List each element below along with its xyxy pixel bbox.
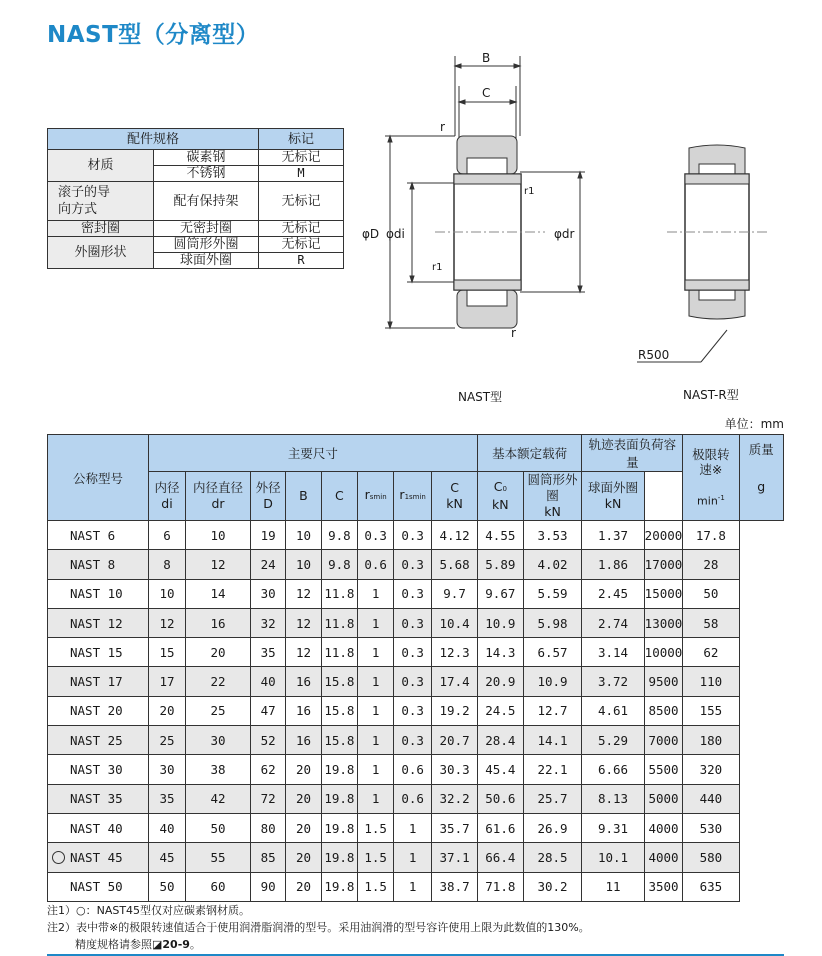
table-row <box>48 843 784 872</box>
cell-sph: 9.31 <box>582 813 644 842</box>
cell-sph: 2.45 <box>582 579 644 608</box>
cell-model: NAST 12 <box>48 608 149 637</box>
cell-dr: 50 <box>186 813 251 842</box>
th-mass: 质量 g <box>739 435 783 521</box>
cell-model: NAST 10 <box>48 579 149 608</box>
cell-C0: 5.89 <box>477 550 523 579</box>
cell-mass: 635 <box>683 872 739 901</box>
cell-speed: 10000 <box>644 638 683 667</box>
cell-cyl: 25.7 <box>523 784 582 813</box>
cell-B: 10 <box>286 521 321 550</box>
cell-dr: 30 <box>186 726 251 755</box>
cell-C: 15.8 <box>321 726 358 755</box>
cell-C0: 71.8 <box>477 872 523 901</box>
cell-model: NAST 35 <box>48 784 149 813</box>
cell-B: 20 <box>286 843 321 872</box>
cell-C: 19.8 <box>321 843 358 872</box>
table-row <box>48 784 784 813</box>
th-dr: 内径直径 dr <box>186 472 251 521</box>
table-row <box>48 550 784 579</box>
cell-model: NAST 20 <box>48 696 149 725</box>
seal-mark: 无标记 <box>259 221 344 237</box>
outer-sph-mark: R <box>259 253 344 269</box>
table-row <box>48 872 784 901</box>
cell-Cd: 38.7 <box>432 872 478 901</box>
cell-C0: 50.6 <box>477 784 523 813</box>
cell-speed: 15000 <box>644 579 683 608</box>
cell-sph: 11 <box>582 872 644 901</box>
cell-C: 19.8 <box>321 813 358 842</box>
bearing-diagram <box>355 46 795 366</box>
cell-C: 15.8 <box>321 696 358 725</box>
cell-sph: 6.66 <box>582 755 644 784</box>
outer-label: 外圈形状 <box>48 237 154 269</box>
cell-B: 20 <box>286 784 321 813</box>
table-row <box>48 813 784 842</box>
note-1: 注1）○：NAST45型仅对应碳素钢材质。 <box>47 904 251 917</box>
cell-C0: 10.9 <box>477 608 523 637</box>
table-row <box>48 667 784 696</box>
seal-value: 无密封圈 <box>154 221 259 237</box>
label-C: C <box>482 86 491 100</box>
cell-B: 16 <box>286 726 321 755</box>
cell-r: 1 <box>358 638 394 667</box>
cell-sph: 1.37 <box>582 521 644 550</box>
material-stainless: 不锈钢 <box>154 166 259 182</box>
cell-sph: 5.29 <box>582 726 644 755</box>
cell-mass: 155 <box>683 696 739 725</box>
cell-di: 25 <box>148 726 185 755</box>
cell-Cd: 35.7 <box>432 813 478 842</box>
cell-D: 80 <box>250 813 285 842</box>
cell-D: 30 <box>250 579 285 608</box>
cell-di: 20 <box>148 696 185 725</box>
label-r1-bottom: r1 <box>432 262 443 273</box>
spec-header-mark: 标记 <box>259 129 344 150</box>
cell-model: NAST 6 <box>48 521 149 550</box>
cell-Cd: 30.3 <box>432 755 478 784</box>
cell-C: 9.8 <box>321 550 358 579</box>
cell-speed: 4000 <box>644 813 683 842</box>
cell-r1: 0.3 <box>394 638 432 667</box>
cell-D: 85 <box>250 843 285 872</box>
cell-B: 20 <box>286 872 321 901</box>
cell-mass: 62 <box>683 638 739 667</box>
cell-cyl: 5.59 <box>523 579 582 608</box>
cell-speed: 13000 <box>644 608 683 637</box>
outer-cyl-mark: 无标记 <box>259 237 344 253</box>
cell-sph: 4.61 <box>582 696 644 725</box>
cell-r: 1 <box>358 608 394 637</box>
cell-speed: 4000 <box>644 843 683 872</box>
th-B: B <box>286 472 321 521</box>
cell-D: 47 <box>250 696 285 725</box>
note-3: 精度规格请参照◪20-9。 <box>75 938 201 951</box>
cell-cyl: 6.57 <box>523 638 582 667</box>
cell-sph: 3.14 <box>582 638 644 667</box>
cell-cyl: 22.1 <box>523 755 582 784</box>
cell-di: 40 <box>148 813 185 842</box>
cell-di: 6 <box>148 521 185 550</box>
cell-mass: 17.8 <box>683 521 739 550</box>
cell-speed: 8500 <box>644 696 683 725</box>
cell-sph: 3.72 <box>582 667 644 696</box>
material-carbon-mark: 无标记 <box>259 150 344 166</box>
cell-r: 1 <box>358 726 394 755</box>
material-carbon: 碳素钢 <box>154 150 259 166</box>
cell-r: 0.3 <box>358 521 394 550</box>
cell-D: 24 <box>250 550 285 579</box>
cell-model: NAST 25 <box>48 726 149 755</box>
cell-B: 20 <box>286 813 321 842</box>
cell-Cd: 20.7 <box>432 726 478 755</box>
cell-di: 12 <box>148 608 185 637</box>
cell-cyl: 12.7 <box>523 696 582 725</box>
cell-model: NAST 30 <box>48 755 149 784</box>
cell-D: 62 <box>250 755 285 784</box>
cell-r1: 0.3 <box>394 521 432 550</box>
cell-di: 10 <box>148 579 185 608</box>
cell-model: NAST 45 <box>48 843 149 872</box>
table-row <box>48 755 784 784</box>
cell-r: 1 <box>358 784 394 813</box>
cell-model: NAST 15 <box>48 638 149 667</box>
cell-C0: 14.3 <box>477 638 523 667</box>
roller-value: 配有保持架 <box>154 182 259 221</box>
cell-mass: 58 <box>683 608 739 637</box>
label-r1-top: r1 <box>524 186 535 197</box>
material-stainless-mark: M <box>259 166 344 182</box>
cell-speed: 17000 <box>644 550 683 579</box>
cell-D: 90 <box>250 872 285 901</box>
th-cyl: 圆筒形外圈 kN <box>523 472 582 521</box>
cell-r: 1.5 <box>358 872 394 901</box>
cell-dr: 20 <box>186 638 251 667</box>
cell-cyl: 26.9 <box>523 813 582 842</box>
cell-speed: 3500 <box>644 872 683 901</box>
unit-label: 单位：mm <box>724 417 784 431</box>
cell-model: NAST 40 <box>48 813 149 842</box>
cell-mass: 180 <box>683 726 739 755</box>
page-title: NAST型（分离型） <box>47 22 260 48</box>
cell-Cd: 5.68 <box>432 550 478 579</box>
cell-Cd: 32.2 <box>432 784 478 813</box>
cell-r: 1 <box>358 755 394 784</box>
caption-nast: NAST型 <box>458 390 503 404</box>
cell-cyl: 10.9 <box>523 667 582 696</box>
cell-dr: 38 <box>186 755 251 784</box>
cell-mass: 50 <box>683 579 739 608</box>
cell-r: 1.5 <box>358 813 394 842</box>
cell-C0: 61.6 <box>477 813 523 842</box>
spec-table <box>47 128 344 269</box>
cell-r: 1 <box>358 667 394 696</box>
th-load: 基本额定载荷 <box>477 435 581 472</box>
cell-r1: 0.3 <box>394 608 432 637</box>
cell-speed: 5500 <box>644 755 683 784</box>
cell-mass: 580 <box>683 843 739 872</box>
cell-di: 17 <box>148 667 185 696</box>
cell-C: 15.8 <box>321 667 358 696</box>
cell-D: 52 <box>250 726 285 755</box>
cell-speed: 20000 <box>644 521 683 550</box>
roller-mark: 无标记 <box>259 182 344 221</box>
outer-sph: 球面外圈 <box>154 253 259 269</box>
cell-D: 40 <box>250 667 285 696</box>
cell-mass: 28 <box>683 550 739 579</box>
cell-model: NAST 50 <box>48 872 149 901</box>
th-di: 内径 di <box>148 472 185 521</box>
cell-Cd: 12.3 <box>432 638 478 667</box>
cell-B: 10 <box>286 550 321 579</box>
th-track: 轨迹表面负荷容量 <box>582 435 683 472</box>
cell-r: 0.6 <box>358 550 394 579</box>
cell-dr: 42 <box>186 784 251 813</box>
th-sph: 球面外圈 kN <box>582 472 644 521</box>
table-row <box>48 726 784 755</box>
cell-r1: 0.3 <box>394 579 432 608</box>
cell-B: 12 <box>286 638 321 667</box>
cell-speed: 9500 <box>644 667 683 696</box>
cell-r1: 0.6 <box>394 784 432 813</box>
cell-B: 20 <box>286 755 321 784</box>
cell-C0: 9.67 <box>477 579 523 608</box>
cell-r1: 0.3 <box>394 667 432 696</box>
cell-mass: 320 <box>683 755 739 784</box>
cell-di: 30 <box>148 755 185 784</box>
cell-cyl: 4.02 <box>523 550 582 579</box>
cell-C: 19.8 <box>321 872 358 901</box>
cell-speed: 5000 <box>644 784 683 813</box>
cell-cyl: 3.53 <box>523 521 582 550</box>
cell-C0: 45.4 <box>477 755 523 784</box>
note-2: 注2）表中带※的极限转速值适合于使用润滑脂润滑的型号。采用油润滑的型号容许使用上限为此数值的130%。 <box>47 921 590 934</box>
th-C: C <box>321 472 358 521</box>
cell-cyl: 14.1 <box>523 726 582 755</box>
cell-Cd: 17.4 <box>432 667 478 696</box>
cell-D: 35 <box>250 638 285 667</box>
cell-r: 1 <box>358 696 394 725</box>
cell-B: 16 <box>286 696 321 725</box>
main-table <box>47 434 784 902</box>
cell-C: 19.8 <box>321 784 358 813</box>
cell-r1: 1 <box>394 843 432 872</box>
cell-C: 19.8 <box>321 755 358 784</box>
cell-speed: 7000 <box>644 726 683 755</box>
th-speed: 极限转速※ $\min^{-1}$ <box>683 435 739 521</box>
cell-dr: 22 <box>186 667 251 696</box>
cell-di: 50 <box>148 872 185 901</box>
cell-sph: 1.86 <box>582 550 644 579</box>
cell-Cd: 19.2 <box>432 696 478 725</box>
cell-r1: 0.3 <box>394 550 432 579</box>
cell-model: NAST 17 <box>48 667 149 696</box>
cell-model: NAST 8 <box>48 550 149 579</box>
label-R500: R500 <box>638 348 670 362</box>
th-model: 公称型号 <box>48 435 149 521</box>
cell-di: 35 <box>148 784 185 813</box>
cell-D: 32 <box>250 608 285 637</box>
cell-B: 12 <box>286 579 321 608</box>
cell-mass: 440 <box>683 784 739 813</box>
th-D: 外径 D <box>250 472 285 521</box>
cell-cyl: 28.5 <box>523 843 582 872</box>
cell-Cd: 37.1 <box>432 843 478 872</box>
label-phi-D: φD <box>362 227 380 241</box>
spec-header-spec: 配件规格 <box>48 129 259 150</box>
cell-C0: 24.5 <box>477 696 523 725</box>
cell-r: 1.5 <box>358 843 394 872</box>
cell-C0: 20.9 <box>477 667 523 696</box>
cell-dr: 16 <box>186 608 251 637</box>
label-phi-di: φdi <box>386 227 405 241</box>
cell-C0: 66.4 <box>477 843 523 872</box>
cell-Cd: 9.7 <box>432 579 478 608</box>
carbon-only-marker <box>52 851 65 864</box>
th-r1smin: r1smin <box>394 472 432 521</box>
cell-C: 9.8 <box>321 521 358 550</box>
cell-D: 72 <box>250 784 285 813</box>
cell-sph: 10.1 <box>582 843 644 872</box>
cell-dr: 10 <box>186 521 251 550</box>
outer-cyl: 圆筒形外圈 <box>154 237 259 253</box>
cell-B: 16 <box>286 667 321 696</box>
cell-dr: 12 <box>186 550 251 579</box>
table-row <box>48 521 784 550</box>
material-label: 材质 <box>48 150 154 182</box>
table-row <box>48 608 784 637</box>
cell-C0: 28.4 <box>477 726 523 755</box>
cell-dr: 55 <box>186 843 251 872</box>
cell-r1: 1 <box>394 813 432 842</box>
table-row <box>48 696 784 725</box>
cell-dr: 14 <box>186 579 251 608</box>
cell-C: 11.8 <box>321 579 358 608</box>
caption-nast-r: NAST-R型 <box>683 388 739 402</box>
cell-r1: 0.3 <box>394 726 432 755</box>
cell-D: 19 <box>250 521 285 550</box>
cell-mass: 530 <box>683 813 739 842</box>
label-r-top: r <box>440 120 445 134</box>
cell-cyl: 30.2 <box>523 872 582 901</box>
cell-Cd: 10.4 <box>432 608 478 637</box>
cell-mass: 110 <box>683 667 739 696</box>
label-phi-dr: φdr <box>554 227 575 241</box>
cell-di: 8 <box>148 550 185 579</box>
cell-C: 11.8 <box>321 638 358 667</box>
table-row <box>48 579 784 608</box>
th-Cdyn: C kN <box>432 472 478 521</box>
cell-sph: 8.13 <box>582 784 644 813</box>
cell-B: 12 <box>286 608 321 637</box>
th-C0: C0 kN <box>477 472 523 521</box>
cell-dr: 60 <box>186 872 251 901</box>
cell-r1: 1 <box>394 872 432 901</box>
seal-label: 密封圈 <box>48 221 154 237</box>
label-B: B <box>482 51 491 65</box>
cell-r1: 0.6 <box>394 755 432 784</box>
cell-cyl: 5.98 <box>523 608 582 637</box>
cell-sph: 2.74 <box>582 608 644 637</box>
cell-C0: 4.55 <box>477 521 523 550</box>
th-rsmin: rsmin <box>358 472 394 521</box>
cell-di: 15 <box>148 638 185 667</box>
roller-label: 滚子的导向方式 <box>48 182 154 221</box>
cell-Cd: 4.12 <box>432 521 478 550</box>
cell-dr: 25 <box>186 696 251 725</box>
notes <box>47 902 590 953</box>
th-main-dims: 主要尺寸 <box>148 435 477 472</box>
label-r-bottom: r <box>511 326 516 340</box>
cell-r: 1 <box>358 579 394 608</box>
cell-di: 45 <box>148 843 185 872</box>
cell-C: 11.8 <box>321 608 358 637</box>
cell-r1: 0.3 <box>394 696 432 725</box>
table-row <box>48 638 784 667</box>
